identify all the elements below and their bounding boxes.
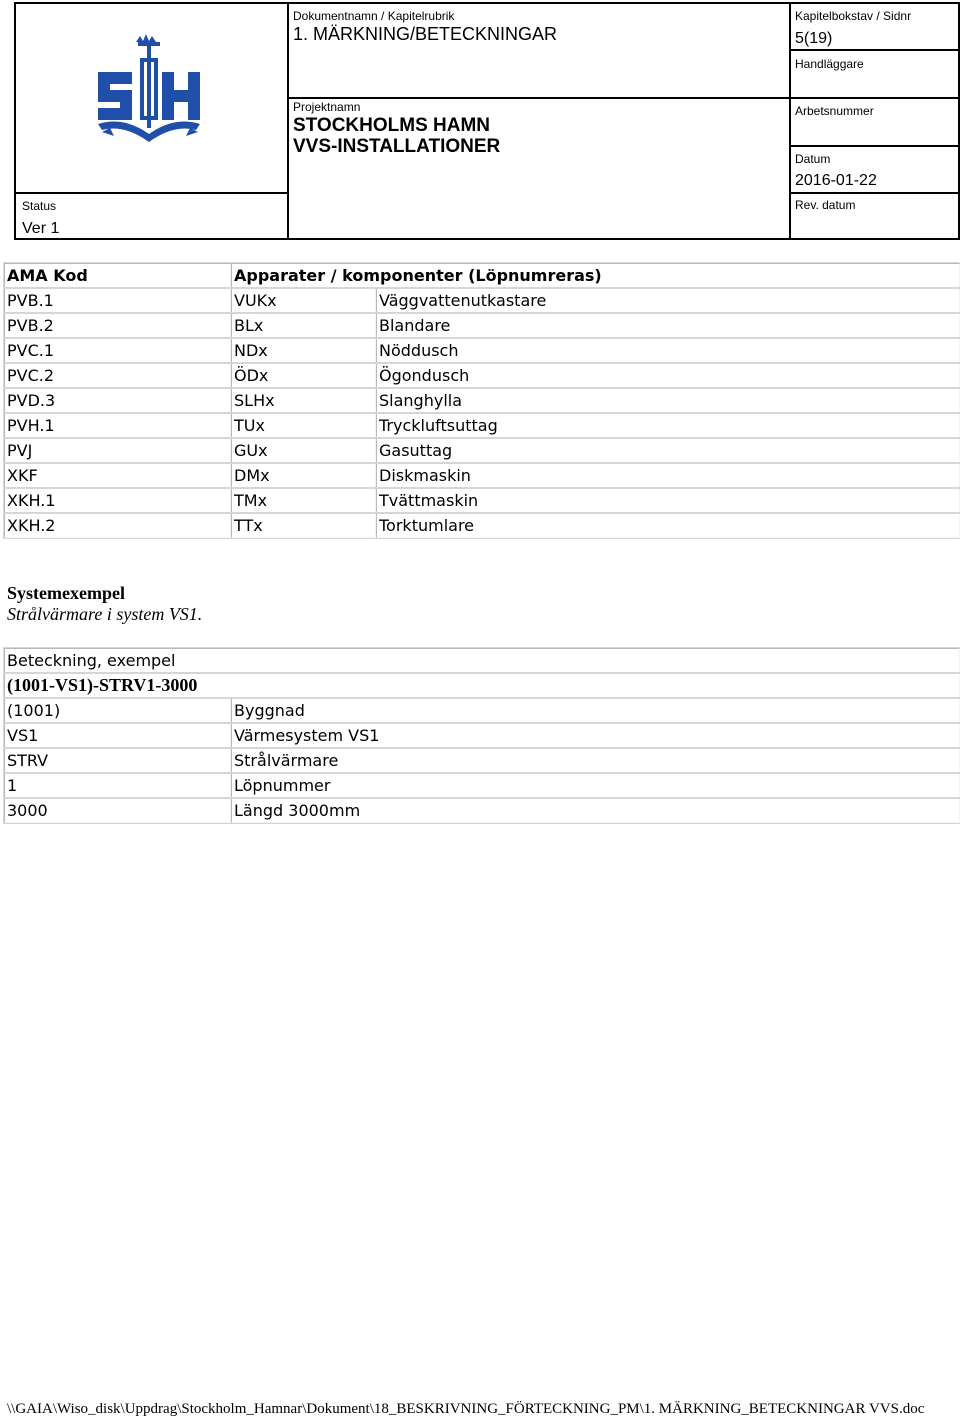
component-name-cell: Gasuttag — [376, 438, 960, 463]
ama-code-cell: PVB.2 — [4, 313, 231, 338]
component-name-cell: Nöddusch — [376, 338, 960, 363]
designation-meaning-cell: Värmesystem VS1 — [231, 723, 960, 748]
designation-meaning-cell: Byggnad — [231, 698, 960, 723]
table-example-row — [4, 673, 960, 698]
ama-code-cell: PVD.3 — [4, 388, 231, 413]
designation-caption: Beteckning, exempel — [4, 648, 960, 673]
table-row — [4, 288, 960, 313]
header-components: Apparater / komponenter (Löpnumreras) — [231, 263, 960, 288]
component-name-cell: Diskmaskin — [376, 463, 960, 488]
status-value: Ver 1 — [22, 220, 60, 237]
table-header-row — [4, 263, 960, 288]
table-row — [4, 313, 960, 338]
table-caption-row — [4, 648, 960, 673]
abbreviation-cell: TTx — [231, 513, 376, 538]
project-label: Projektnamn — [293, 100, 361, 114]
ama-code-cell: XKF — [4, 463, 231, 488]
work-number-label: Arbetsnummer — [795, 104, 874, 118]
header-ama-code: AMA Kod — [4, 263, 231, 288]
designation-meaning-cell: Strålvärmare — [231, 748, 960, 773]
abbreviation-cell: NDx — [231, 338, 376, 363]
project-line-2: VVS-INSTALLATIONER — [293, 136, 501, 157]
ama-code-cell: PVJ — [4, 438, 231, 463]
component-name-cell: Slanghylla — [376, 388, 960, 413]
date-label: Datum — [795, 152, 831, 166]
designation-part-cell: 1 — [4, 773, 231, 798]
file-path-footer: \\GAIA\Wiso_disk\Uppdrag\Stockholm_Hamnar\Dokument\18_BESKRIVNING_FÖRTECKNING_PM\1. MÄRKNING_BETECKNINGAR VVS.doc — [7, 1401, 925, 1417]
company-logo — [94, 32, 206, 142]
section-title: Systemexempel — [7, 583, 125, 603]
designation-example: (1001-VS1)-STRV1-3000 — [4, 673, 960, 698]
section-subtitle: Strålvärmare i system VS1. — [7, 604, 203, 624]
status-label: Status — [22, 199, 57, 213]
designation-part-cell: VS1 — [4, 723, 231, 748]
component-name-cell: Ögondusch — [376, 363, 960, 388]
ama-code-cell: PVC.2 — [4, 363, 231, 388]
component-codes-table — [4, 263, 960, 538]
title-block — [14, 2, 960, 240]
abbreviation-cell: VUKx — [231, 288, 376, 313]
ama-code-cell: XKH.1 — [4, 488, 231, 513]
ama-code-cell: XKH.2 — [4, 513, 231, 538]
table-row — [4, 413, 960, 438]
ama-code-cell: PVH.1 — [4, 413, 231, 438]
project-line-1: STOCKHOLMS HAMN — [293, 115, 491, 136]
abbreviation-cell: BLx — [231, 313, 376, 338]
ama-code-cell: PVC.1 — [4, 338, 231, 363]
ship-anchor-icon — [94, 32, 206, 142]
chapter-label: Kapitelbokstav / Sidnr — [795, 9, 912, 23]
table-row — [4, 723, 960, 748]
chapter-value: 5(19) — [795, 30, 833, 47]
designation-part-cell: 3000 — [4, 798, 231, 823]
table-row — [4, 363, 960, 388]
component-name-cell: Tryckluftsuttag — [376, 413, 960, 438]
table-row — [4, 698, 960, 723]
table-row — [4, 338, 960, 363]
abbreviation-cell: GUx — [231, 438, 376, 463]
table-row — [4, 773, 960, 798]
table-row — [4, 748, 960, 773]
component-name-cell: Blandare — [376, 313, 960, 338]
component-name-cell: Väggvattenutkastare — [376, 288, 960, 313]
handler-label: Handläggare — [795, 57, 864, 71]
date-value: 2016-01-22 — [795, 172, 877, 189]
table-row — [4, 463, 960, 488]
designation-meaning-cell: Löpnummer — [231, 773, 960, 798]
abbreviation-cell: TUx — [231, 413, 376, 438]
table-row — [4, 513, 960, 538]
component-name-cell: Torktumlare — [376, 513, 960, 538]
abbreviation-cell: DMx — [231, 463, 376, 488]
abbreviation-cell: SLHx — [231, 388, 376, 413]
doc-name-value: 1. MÄRKNING/BETECKNINGAR — [293, 24, 558, 44]
table-row — [4, 388, 960, 413]
designation-example-table — [4, 648, 960, 823]
table-row — [4, 438, 960, 463]
designation-part-cell: (1001) — [4, 698, 231, 723]
abbreviation-cell: ÖDx — [231, 363, 376, 388]
abbreviation-cell: TMx — [231, 488, 376, 513]
designation-part-cell: STRV — [4, 748, 231, 773]
rev-date-label: Rev. datum — [795, 198, 856, 212]
component-name-cell: Tvättmaskin — [376, 488, 960, 513]
table-row — [4, 488, 960, 513]
designation-meaning-cell: Längd 3000mm — [231, 798, 960, 823]
doc-name-label: Dokumentnamn / Kapitelrubrik — [293, 9, 455, 23]
table-row — [4, 798, 960, 823]
ama-code-cell: PVB.1 — [4, 288, 231, 313]
